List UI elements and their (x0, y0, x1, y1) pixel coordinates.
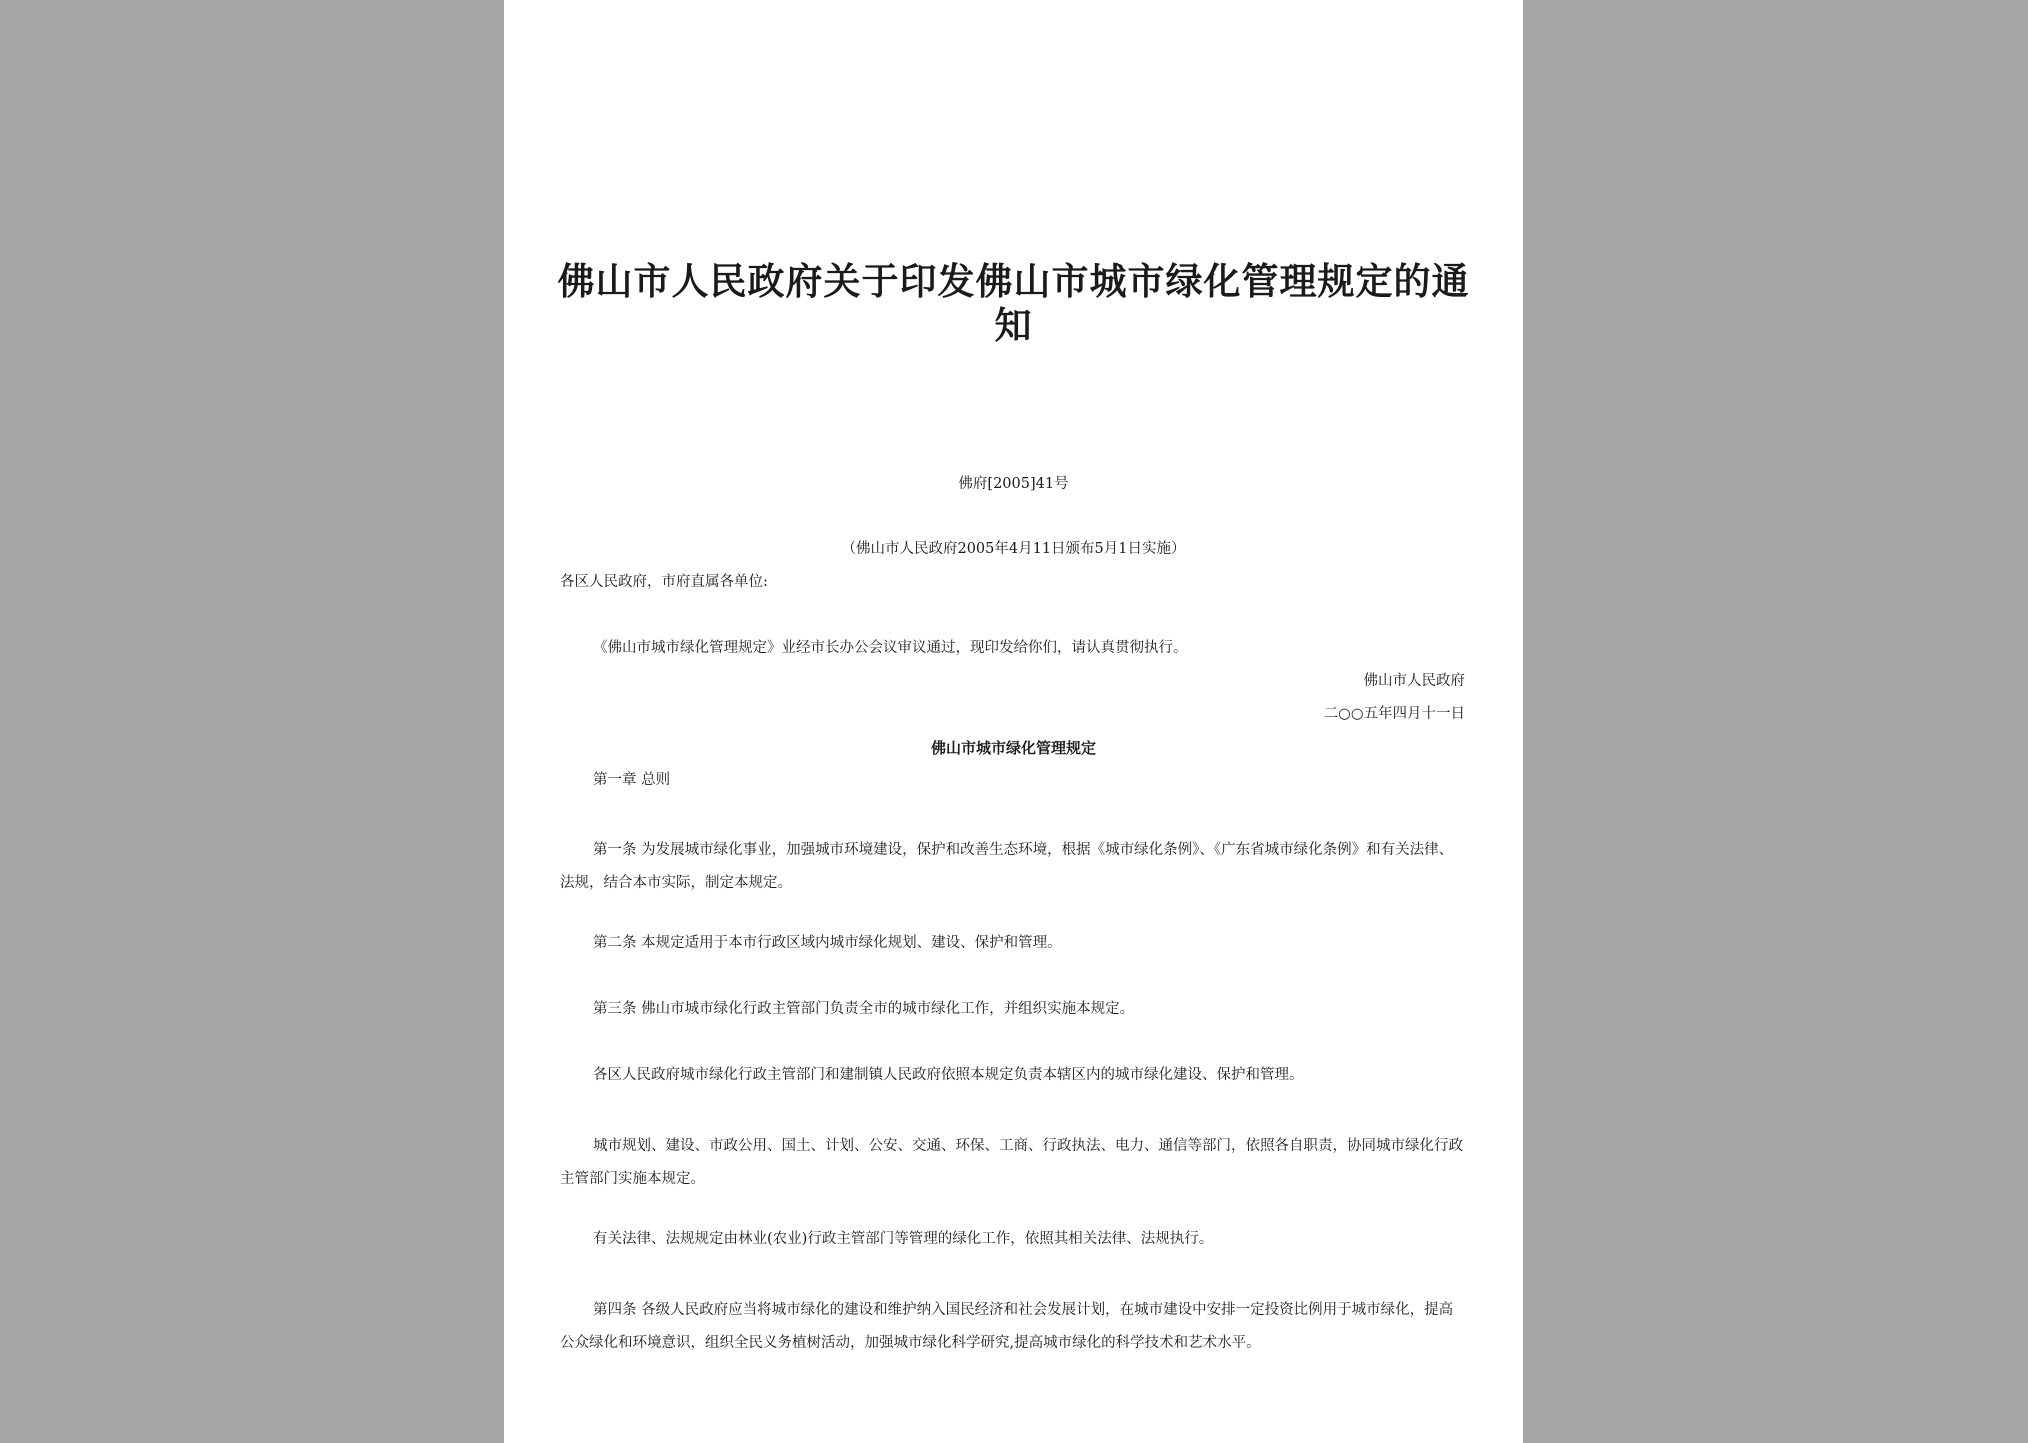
article-3-paragraph-3 (560, 1130, 1465, 1196)
article-1 (560, 834, 1465, 900)
issuer-signature: 佛山市人民政府 (1363, 673, 1465, 689)
notice-body: 《佛山市城市绿化管理规定》业经市长办公会议审议通过，现印发给你们，请认真贯彻执行。 (593, 640, 1188, 656)
document-page (504, 0, 1523, 1443)
article-2: 第二条 本规定适用于本市行政区域内城市绿化规划、建设、保护和管理。 (593, 935, 1062, 951)
article-3: 第三条 佛山市城市绿化行政主管部门负责全市的城市绿化工作，并组织实施本规定。 (593, 1001, 1135, 1017)
article-1-text: 第一条 为发展城市绿化事业，加强城市环境建设，保护和改善生态环境，根据《城市绿化条例》、《广东省城市绿化条例》和有关法律、法规，结合本市实际，制定本规定。 (560, 842, 1454, 891)
issue-date: 二○○五年四月十一日 (1323, 706, 1465, 722)
article-4-text: 第四条 各级人民政府应当将城市绿化的建设和维护纳入国民经济和社会发展计划，在城市建设中安排一定投资比例用于城市绿化，提高公众绿化和环境意识，组织全民义务植树活动，加强城市绿化科学研究,提高城市绿化的科学技术和艺术水平。 (560, 1302, 1454, 1351)
article-3-paragraph-2: 各区人民政府城市绿化行政主管部门和建制镇人民政府依照本规定负责本辖区内的城市绿化建设、保护和管理。 (593, 1067, 1304, 1083)
document-title: 佛山市人民政府关于印发佛山市城市绿化管理规定的通知 (557, 260, 1470, 347)
article-4 (560, 1294, 1465, 1360)
article-3-paragraph-3-text: 城市规划、建设、市政公用、国土、计划、公安、交通、环保、工商、行政执法、电力、通信等部门，依照各自职责，协同城市绿化行政主管部门实施本规定。 (560, 1138, 1463, 1187)
document-number: 佛府[2005]41号 (958, 476, 1069, 492)
article-3-paragraph-4: 有关法律、法规规定由林业(农业)行政主管部门等管理的绿化工作，依照其相关法律、法规执行。 (593, 1231, 1214, 1247)
addressee: 各区人民政府，市府直属各单位: (560, 574, 768, 590)
issuance-note: （佛山市人民政府2005年4月11日颁布5月1日实施） (841, 541, 1186, 557)
regulation-title: 佛山市城市绿化管理规定 (930, 739, 1096, 757)
chapter-heading: 第一章 总则 (593, 772, 671, 788)
